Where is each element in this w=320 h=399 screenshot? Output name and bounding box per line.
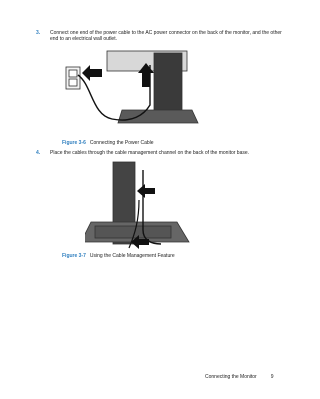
step-text: Place the cables through the cable management channel on the back of the monitor base.: [50, 150, 250, 156]
page-number: 9: [270, 374, 274, 380]
step-number: 3.: [36, 30, 41, 36]
monitor-stand: [154, 53, 182, 113]
figure-caption-text: Using the Cable Management Feature: [89, 253, 175, 259]
step-text: Connect one end of the power cable to the AC power connector on the back of the monitor, and the other end to an electrical wall outlet.: [50, 30, 282, 43]
figure-cable-management-illustration: [85, 160, 195, 252]
figure-label: Figure 3-6: [62, 140, 86, 146]
figure-caption: [62, 253, 175, 259]
arrow-to-outlet: [82, 65, 102, 81]
figure-caption-text: Connecting the Power Cable: [89, 140, 154, 146]
step-number: 4.: [36, 150, 41, 156]
footer-section: Connecting the Monitor: [205, 374, 257, 380]
figure-caption: [62, 140, 154, 146]
page-footer: [205, 374, 273, 380]
arrow-cable-channel: [137, 184, 155, 198]
figure-label: Figure 3-7: [62, 253, 86, 259]
figure-power-cable-illustration: [62, 45, 202, 137]
monitor-base: [118, 110, 198, 123]
